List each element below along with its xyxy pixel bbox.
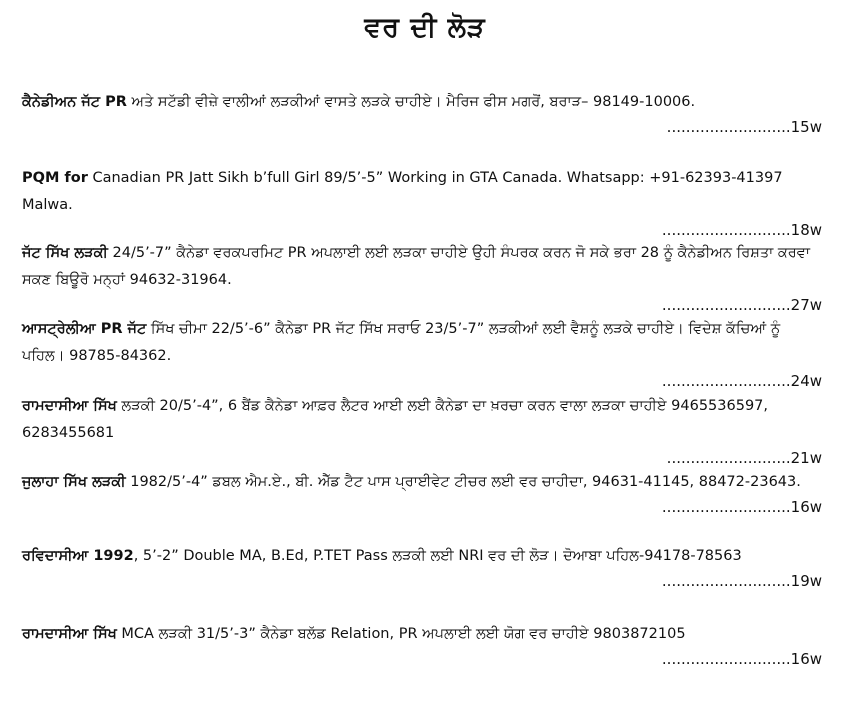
ad-lead: ਰਾਮਦਾਸੀਆ ਸਿੱਖ bbox=[22, 398, 117, 414]
ad-text bbox=[22, 240, 822, 294]
ad-body: ਅਤੇ ਸਟੱਡੀ ਵੀਜ਼ੇ ਵਾਲੀਆਂ ਲੜਕੀਆਂ ਵਾਸਤੇ ਲੜਕੇ ਚਾਹੀਏ। ਮੈਰਿਜ ਫੀਸ ਮਗਰੋਂ, ਬਰਾੜ– 98149-10006. bbox=[126, 94, 696, 110]
ad-lead: ਰਵਿਦਾਸੀਆ 1992 bbox=[22, 548, 134, 564]
classified-ad bbox=[22, 165, 822, 241]
ad-text bbox=[22, 543, 822, 570]
ad-lead: ਆਸਟ੍ਰੇਲੀਆ PR ਜੱਟ bbox=[22, 321, 147, 337]
ad-body: ਸਿੱਖ ਚੀਮਾ 22/5’-6” ਕੈਨੇਡਾ PR ਜੱਟ ਸਿੱਖ ਸਰਾਓ 23/5’-7” ਲੜਕੀਆਂ ਲਈ ਵੈਸ਼ਨੂੰ ਲੜਕੇ ਚਾਹੀਏ। ਵਿਦੇਸ਼ ਕੱਚਿਆਂ ਨੂੰ ਪਹਿਲ। 98785-84362. bbox=[22, 321, 781, 364]
ad-lead: PQM for bbox=[22, 170, 88, 186]
ad-body: 1982/5’-4” ਡਬਲ ਐਮ.ਏ., ਬੀ. ਐੱਡ ਟੈਟ ਪਾਸ ਪ੍ਰਾਈਵੇਟ ਟੀਚਰ ਲਈ ਵਰ ਚਾਹੀਦਾ, 94631-41145, 88472-23643. bbox=[125, 474, 801, 490]
ad-code: ..........................15w bbox=[666, 118, 822, 136]
classified-ad bbox=[22, 393, 822, 469]
ad-code: ...........................27w bbox=[661, 296, 822, 314]
ad-text bbox=[22, 89, 822, 116]
ad-lead: ਕੈਨੇਡੀਅਨ ਜੱਟ PR bbox=[22, 94, 127, 110]
ad-text bbox=[22, 316, 822, 370]
ad-body: MCA ਲੜਕੀ 31/5’-3” ਕੈਨੇਡਾ ਬਲੱਡ Relation, PR ਅਪਲਾਈ ਲਈ ਯੋਗ ਵਰ ਚਾਹੀਏ 9803872105 bbox=[116, 626, 686, 642]
ad-code: ...........................18w bbox=[661, 221, 822, 239]
ad-lead: ਰਾਮਦਾਸੀਆ ਸਿੱਖ bbox=[22, 626, 117, 642]
ad-text bbox=[22, 621, 822, 648]
ad-code: ...........................19w bbox=[661, 572, 822, 590]
ad-code: ...........................16w bbox=[661, 650, 822, 668]
ad-code: ...........................16w bbox=[661, 498, 822, 516]
classified-ad bbox=[22, 316, 822, 392]
classified-ad bbox=[22, 89, 822, 138]
page-title: ਵਰ ਦੀ ਲੋੜ bbox=[364, 12, 486, 43]
classified-ad bbox=[22, 543, 822, 592]
classified-ad bbox=[22, 240, 822, 316]
ad-body: 24/5’-7” ਕੈਨੇਡਾ ਵਰਕਪਰਮਿਟ PR ਅਪਲਾਈ ਲਈ ਲੜਕਾ ਚਾਹੀਏ ਉਹੀ ਸੰਪਰਕ ਕਰਨ ਜੋ ਸਕੇ ਭਰਾ 28 ਨੂੰ ਕੈਨੇਡੀਅਨ ਰਿਸ਼ਤਾ ਕਰਵਾ ਸਕਣ ਬਿਊਰੋ ਮਨ੍ਹਾਂ 94632-31964. bbox=[22, 245, 810, 288]
ad-code: ..........................21w bbox=[666, 449, 822, 467]
ad-text bbox=[22, 469, 822, 496]
ad-body: ਲੜਕੀ 20/5’-4”, 6 ਬੈਂਡ ਕੈਨੇਡਾ ਆਫ਼ਰ ਲੈਟਰ ਆਈ ਲਈ ਕੈਨੇਡਾ ਦਾ ਖ਼ਰਚਾ ਕਰਨ ਵਾਲਾ ਲੜਕਾ ਚਾਹੀਏ 9465536597, 6283455681 bbox=[22, 398, 769, 441]
ad-lead: ਜੱਟ ਸਿੱਖ ਲੜਕੀ bbox=[22, 245, 108, 261]
ad-text bbox=[22, 393, 822, 447]
ad-lead: ਜੁਲਾਹਾ ਸਿੱਖ ਲੜਕੀ bbox=[22, 474, 126, 490]
classified-ad bbox=[22, 469, 822, 518]
ad-text bbox=[22, 165, 822, 219]
ad-body: Canadian PR Jatt Sikh b’full Girl 89/5’-5” Working in GTA Canada. Whatsapp: +91-62393-41397 Malwa. bbox=[22, 170, 783, 213]
classified-ad bbox=[22, 621, 822, 670]
ad-body: , 5’-2” Double MA, B.Ed, P.TET Pass ਲੜਕੀ ਲਈ NRI ਵਰ ਦੀ ਲੋੜ। ਦੋਆਬਾ ਪਹਿਲ-94178-78563 bbox=[133, 548, 742, 564]
ad-code: ...........................24w bbox=[661, 372, 822, 390]
